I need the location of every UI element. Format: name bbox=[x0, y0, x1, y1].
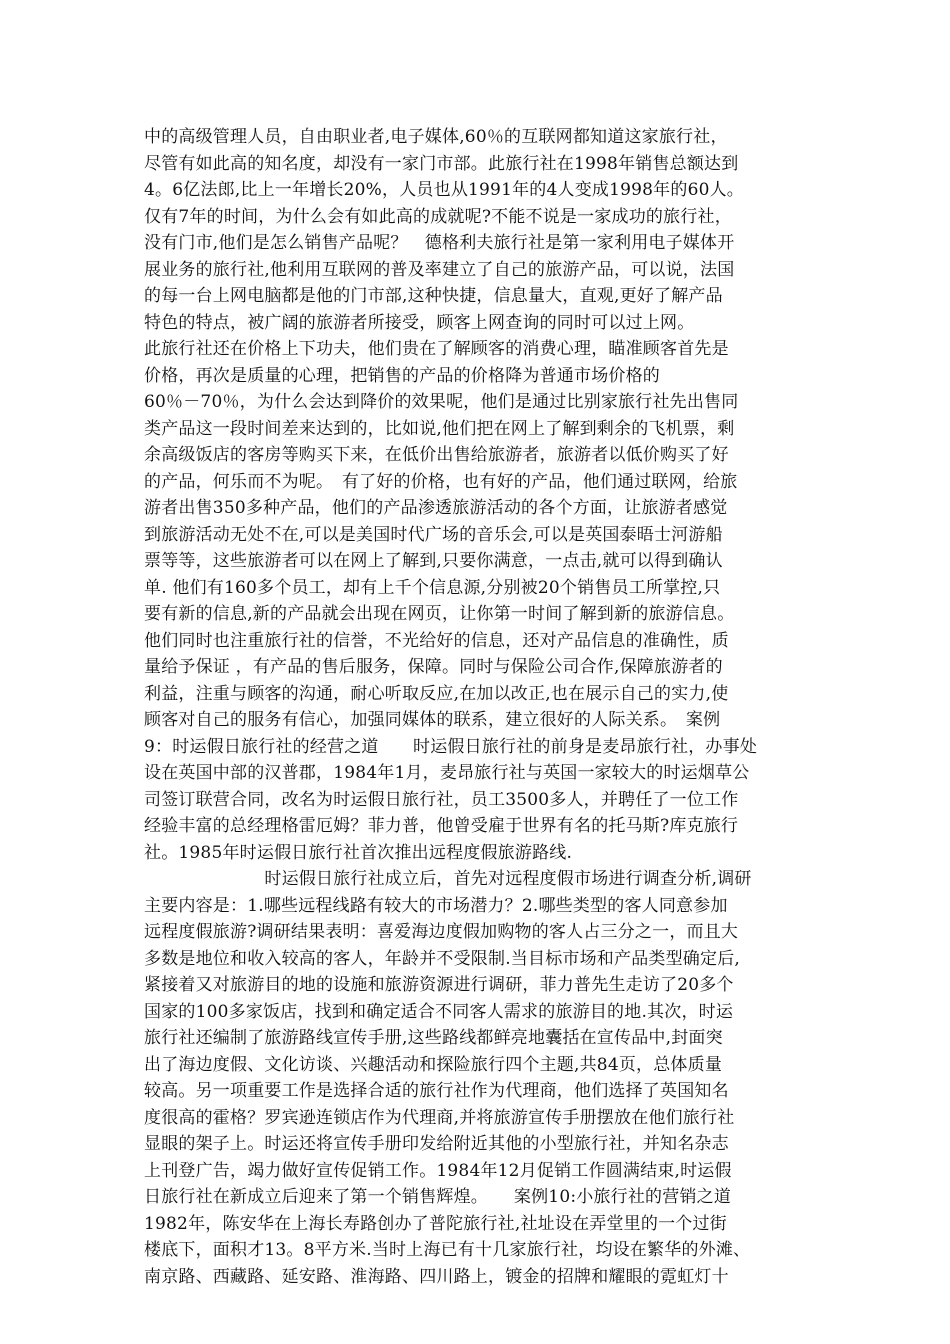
text-line: 主要内容是：1.哪些远程线路有较大的市场潜力？2.哪些类型的客人同意参加 bbox=[144, 895, 728, 916]
text-line: 的每一台上网电脑都是他的门市部,这种快捷，信息量大，直观,更好了解产品 bbox=[144, 286, 723, 306]
body-text bbox=[144, 124, 820, 1290]
text-line: 楼底下，面积才13。8平方米.当时上海已有十几家旅行社，均设在繁华的外滩、 bbox=[144, 1240, 751, 1260]
text-line: 显眼的架子上。时运还将宣传手册印发给附近其他的小型旅行社，并知名杂志 bbox=[144, 1134, 729, 1154]
text-line: 余高级饭店的客房等购买下来，在低价出售给旅游者，旅游者以低价购买了好 bbox=[144, 445, 729, 465]
text-line: 旅行社还编制了旅游路线宣传手册,这些路线都鲜亮地囊括在宣传品中,封面突 bbox=[144, 1028, 723, 1048]
text-line: 南京路、西藏路、延安路、淮海路、四川路上，镀金的招牌和耀眼的霓虹灯十 bbox=[144, 1266, 729, 1287]
text-line: 远程度假旅游?调研结果表明：喜爱海边度假加购物的客人占三分之一，而且大 bbox=[144, 922, 739, 942]
text-line: 尽管有如此高的知名度，却没有一家门市部。此旅行社在1998年销售总额达到 bbox=[144, 153, 739, 174]
text-line: 紧接着又对旅游目的地的设施和旅游资源进行调研，菲力普先生走访了20多个 bbox=[144, 975, 734, 995]
text-line: 单. 他们有160多个员工，却有上千个信息源,分别被20个销售员工所掌控,只 bbox=[144, 577, 721, 598]
text-line: 司签订联营合同，改名为时运假日旅行社，员工3500多人，并聘任了一位工作 bbox=[144, 789, 739, 810]
text-line: 他们同时也注重旅行社的信誉，不光给好的信息，还对产品信息的准确性，质 bbox=[144, 630, 729, 651]
text-line: 票等等，这些旅游者可以在网上了解到,只要你满意，一点击,就可以得到确认 bbox=[144, 551, 723, 571]
text-line: 1982年，陈安华在上海长寿路创办了普陀旅行社,社址设在弄堂里的一个过街 bbox=[144, 1213, 727, 1234]
text-line: 设在英国中部的汉普郡，1984年1月，麦昂旅行社与英国一家较大的时运烟草公 bbox=[144, 763, 750, 783]
text-line: 国家的100多家饭店，找到和确定适合不同客人需求的旅游目的地.其次，时运 bbox=[144, 1001, 734, 1022]
text-line: 此旅行社还在价格上下功夫，他们贵在了解顾客的消费心理，瞄准顾客首先是 bbox=[144, 339, 729, 359]
text-line: 价格，再次是质量的心理，把销售的产品的价格降为普通市场价格的 bbox=[144, 365, 660, 386]
text-line: 没有门市,他们是怎么销售产品呢？ 德格利夫旅行社是第一家利用电子媒体开 bbox=[144, 233, 735, 253]
text-line: 特色的特点，被广阔的旅游者所接受，顾客上网查询的同时可以过上网。 bbox=[144, 312, 695, 333]
text-line: 到旅游活动无处不在,可以是美国时代广场的音乐会,可以是英国泰晤士河游船 bbox=[144, 524, 723, 545]
text-line: 60％－70％，为什么会达到降价的效果呢，他们是通过比别家旅行社先出售同 bbox=[144, 392, 739, 412]
text-line: 日旅行社在新成立后迎来了第一个销售辉煌。 案例10:小旅行社的营销之道 bbox=[144, 1187, 732, 1207]
text-line: 展业务的旅行社,他利用互联网的普及率建立了自己的旅游产品，可以说，法国 bbox=[144, 259, 735, 280]
text-line: 利益，注重与顾客的沟通，耐心听取反应,在加以改正,也在展示自己的实力,使 bbox=[144, 683, 729, 704]
text-line: 仅有7年的时间，为什么会有如此高的成就呢?不能不说是一家成功的旅行社， bbox=[144, 206, 732, 227]
text-line: 经验丰富的总经理格雷厄姆？菲力普，他曾受雇于世界有名的托马斯?库克旅行 bbox=[144, 816, 739, 836]
text-line: 出了海边度假、文化访谈、兴趣活动和探险旅行四个主题,共84页，总体质量 bbox=[144, 1054, 723, 1075]
text-line: 顾客对自己的服务有信心，加强同媒体的联系，建立很好的人际关系。 案例 bbox=[144, 710, 721, 730]
text-line: 社。1985年时运假日旅行社首次推出远程度假旅游路线. bbox=[144, 842, 573, 863]
text-line: 9：时运假日旅行社的经营之道 时运假日旅行社的前身是麦昂旅行社，办事处 bbox=[144, 736, 758, 757]
text-line: 较高。另一项重要工作是选择合适的旅行社作为代理商，他们选择了英国知名 bbox=[144, 1081, 729, 1101]
text-line: 游者出售350多种产品，他们的产品渗透旅游活动的各个方面，让旅游者感觉 bbox=[144, 498, 728, 518]
text-line: 度很高的霍格？罗宾逊连锁店作为代理商,并将旅游宣传手册摆放在他们旅行社 bbox=[144, 1107, 735, 1128]
text-line: 4。6亿法郎,比上一年增长20%，人员也从1991年的4人变成1998年的60人。 bbox=[144, 180, 744, 200]
text-line: 多数是地位和收入较高的客人，年龄并不受限制.当目标市场和产品类型确定后, bbox=[144, 948, 741, 969]
text-line: 上刊登广告，竭力做好宣传促销工作。1984年12月促销工作圆满结束,时运假 bbox=[144, 1160, 732, 1181]
text-line: 的产品，何乐而不为呢。 有了好的价格，也有好的产品，他们通过联网，给旅 bbox=[144, 471, 738, 492]
text-line: 类产品这一段时间差来达到的，比如说,他们把在网上了解到剩余的飞机票，剩 bbox=[144, 418, 735, 439]
text-line: 要有新的信息,新的产品就会出现在网页，让你第一时间了解到新的旅游信息。 bbox=[144, 604, 735, 624]
text-line: 中的高级管理人员，自由职业者,电子媒体,60％的互联网都知道这家旅行社， bbox=[144, 127, 728, 147]
text-line: 量给予保证 ，有产品的售后服务，保障。同时与保险公司合作,保障旅游者的 bbox=[144, 657, 723, 677]
text-line: 时运假日旅行社成立后，首先对远程度假市场进行调查分析,调研 bbox=[144, 869, 752, 889]
